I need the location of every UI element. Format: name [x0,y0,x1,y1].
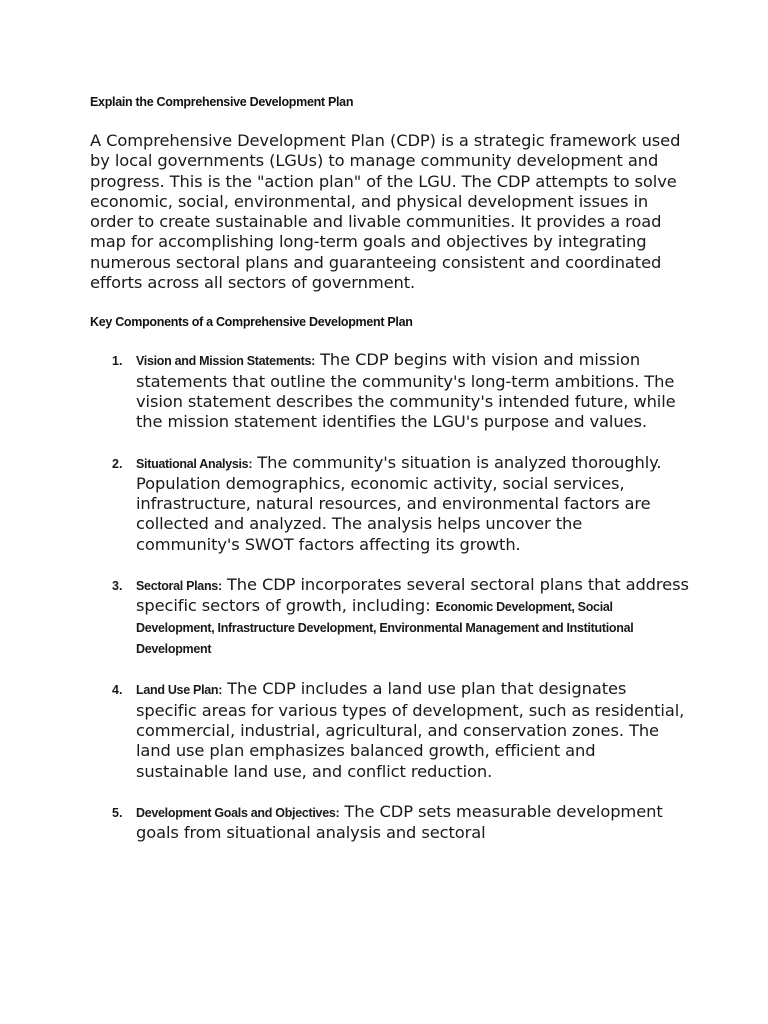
item-title: Development Goals and Objectives: [136,805,340,820]
list-number: 3. [112,579,123,594]
list-item [90,679,690,781]
item-text: The community's situation is analyzed thoroughly. Population demographics, economic activity, social services, infrastructure, natural resources, and environmental factors are collected and analyzed. The analysis helps uncover the community's SWOT factors affecting its growth. [136,452,662,554]
intro-paragraph: A Comprehensive Development Plan (CDP) is a strategic framework used by local governments (LGUs) to manage community development and progress. This is the "action plan" of the LGU. The CDP attempts to solve economic, social, environmental, and physical development issues in order to create sustainable and livable communities. It provides a road map for accomplishing long-term goals and objectives by integrating numerous sectoral plans and guaranteeing consistent and coordinated efforts across all sectors of government. [90,131,681,293]
document-page [90,93,690,863]
item-text: The CDP begins with vision and mission statements that outline the community's long-term ambitions. The vision statement describes the community's intended future, while the mission statement identifies the LGU's purpose and values. [136,350,676,432]
components-list [90,350,690,843]
item-emphasis: Economic Development, Social Development, Infrastructure Development, Environmental Management and Institutional Development [136,600,634,657]
list-item [90,802,690,844]
list-item [90,453,690,555]
list-item [90,575,690,659]
page-title: Explain the Comprehensive Development Plan [90,95,354,109]
list-number: 1. [112,354,123,369]
list-number: 4. [112,683,123,698]
item-text: The CDP includes a land use plan that designates specific areas for various types of development, such as residential, commercial, industrial, agricultural, and conservation zones. The land use plan emphasizes balanced growth, efficient and sustainable land use, and conflict reduction. [136,679,685,781]
item-title: Vision and Mission Statements: [136,354,316,369]
item-text: The CDP sets measurable development goals from situational analysis and sectoral [136,801,663,843]
list-item [90,350,690,432]
list-number: 5. [112,805,123,820]
item-title: Land Use Plan: [136,683,223,698]
list-number: 2. [112,456,123,471]
item-title: Situational Analysis: [136,456,253,471]
section-heading: Key Components of a Comprehensive Development Plan [90,315,413,330]
item-text: The CDP incorporates several sectoral plans that address specific sectors of growth, including: [136,575,689,616]
item-title: Sectoral Plans: [136,579,222,594]
